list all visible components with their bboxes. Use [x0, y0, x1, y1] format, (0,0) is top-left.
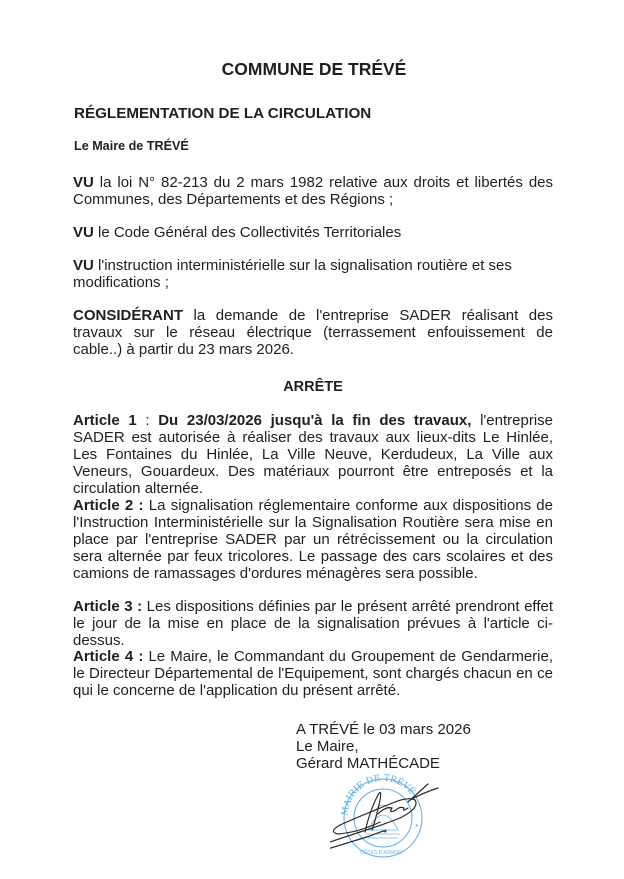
article-lead: Article 1	[73, 412, 137, 429]
signature-block	[296, 721, 471, 772]
article-text: Le Maire, le Commandant du Groupement de Gendarmerie, le Directeur Départemental de l'Equipement, sont chargés chacun en ce qui le concerne de l'application du présent arrêté.	[73, 648, 553, 699]
article-lead: Article 2 :	[73, 497, 144, 514]
considerant-lead: CONSIDÉRANT	[73, 307, 184, 324]
visa-text: la loi N° 82-213 du 2 mars 1982 relative aux droits et libertés des Communes, des Départements et des Régions ;	[73, 174, 553, 208]
article-1	[73, 412, 553, 497]
article-lead: Article 3 :	[73, 598, 143, 615]
article-lead: Article 4 :	[73, 648, 144, 665]
visa-1	[73, 174, 553, 208]
visa-lead: VU	[73, 174, 94, 191]
regulation-heading: RÉGLEMENTATION DE LA CIRCULATION	[74, 105, 372, 122]
visa-2	[73, 224, 553, 241]
article-text: l'entreprise SADER est autorisée à réaliser des travaux aux lieux-dits Le Hinlée, Les Fontaines du Hinlée, La Ville Neuve, Kerdudeux, La Ville aux Veneurs, Gouardeux. Des matériaux pourront être entreposés et la circulation alternée.	[73, 412, 553, 497]
considerant-text: la demande de l'entreprise SADER réalisant des travaux sur le réseau électrique (terrassement enfouissement de cable..) à partir du 23 mars 2026.	[73, 307, 553, 358]
svg-text:MAIRIE DE TRÉVÉ: MAIRIE DE TRÉVÉ	[340, 773, 417, 817]
issuer-line: Le Maire de TRÉVÉ	[74, 139, 189, 153]
signatory-role: Le Maire,	[296, 738, 359, 755]
article-3	[73, 598, 553, 649]
article-period: Du 23/03/2026 jusqu'à la fin des travaux,	[158, 412, 472, 429]
document-title: COMMUNE DE TRÉVÉ	[221, 59, 407, 79]
official-stamp-and-signature-icon	[330, 770, 440, 870]
visa-lead: VU	[73, 257, 94, 274]
article-text: La signalisation réglementaire conforme aux dispositions de l'Instruction Interministérielle sur la Signalisation Routière sera mise en place par l'entreprise SADER par un rétrécissement ou la circulation sera alternée par feux tricolores. Le passage des cars scolaires et des camions de ramassages d'ordures ménagères sera possible.	[73, 497, 553, 582]
considerant-paragraph	[73, 307, 553, 358]
visa-lead: VU	[73, 224, 94, 241]
visa-3	[73, 257, 543, 291]
article-4	[73, 648, 553, 699]
svg-text:*: *	[415, 823, 419, 832]
svg-text:CÔTES D'ARMOR: CÔTES D'ARMOR	[360, 850, 402, 856]
article-separator: :	[136, 412, 159, 429]
signatory-name: Gérard MATHÉCADE	[296, 755, 440, 772]
article-text: Les dispositions définies par le présent arrêté prendront effet le jour de la mise en place de la signalisation prévues à l'article ci-dessus.	[73, 598, 554, 649]
visa-text: le Code Général des Collectivités Territoriales	[93, 224, 402, 241]
decision-heading: ARRÊTE	[283, 379, 343, 395]
place-date: A TRÉVÉ le 03 mars 2026	[296, 721, 471, 738]
article-2	[73, 497, 553, 582]
visa-text: l'instruction interministérielle sur la signalisation routière et ses modifications ;	[73, 257, 512, 291]
